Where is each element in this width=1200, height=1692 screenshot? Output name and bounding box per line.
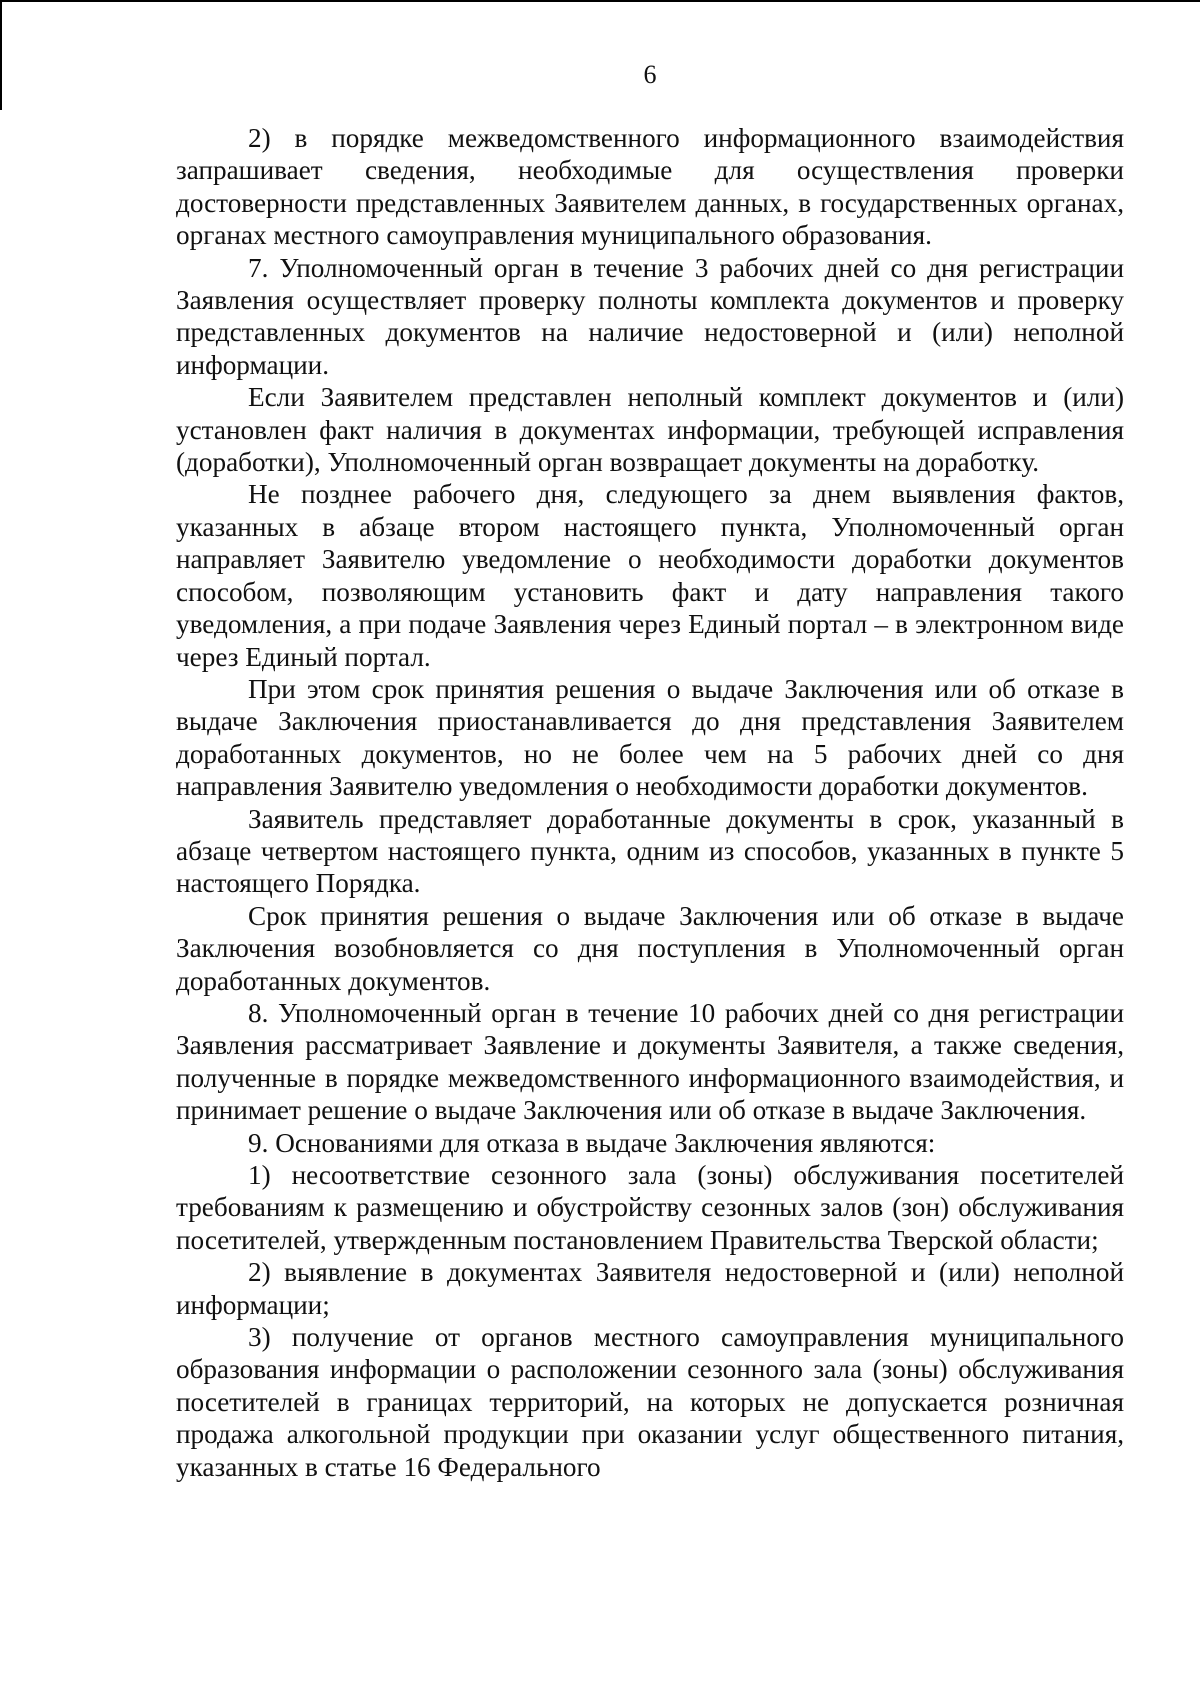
paragraph-1: 2) в порядке межведомственного информационного взаимодействия запрашивает сведения, необходимые для осуществления проверки достоверности представленных Заявителем данных, в государственных органах, органах местного самоуправления муниципального образования. xyxy=(176,123,1124,251)
paragraph-3: Если Заявителем представлен неполный комплект документов и (или) установлен факт наличия в документах информации, требующей исправления (доработки), Уполномоченный орган возвращает документы на доработку. xyxy=(176,382,1124,478)
paragraph-2: 7. Уполномоченный орган в течение 3 рабочих дней со дня регистрации Заявления осуществляет проверку полноты комплекта документов и проверку представленных документов на наличие недостоверной и (или) неполной информации. xyxy=(176,252,1124,380)
scan-edge-left xyxy=(0,0,2,110)
paragraph-5: При этом срок принятия решения о выдаче Заключения или об отказе в выдаче Заключения приостанавливается до дня представления Заявителем доработанных документов, но не более чем на 5 рабочих дней со дня направления Заявителю уведомления о необходимости доработки документов. xyxy=(176,673,1124,802)
paragraph-6: Заявитель представляет доработанные документы в срок, указанный в абзаце четвертом настоящего пункта, одним из способов, указанных в пункте 5 настоящего Порядка. xyxy=(176,803,1124,899)
paragraph-4: Не позднее рабочего дня, следующего за днем выявления фактов, указанных в абзаце втором настоящего пункта, Уполномоченный орган направляет Заявителю уведомление о необходимости доработки документов способом, позволяющим установить факт и дату направления такого уведомления, а при подаче Заявления через Единый портал – в электронном виде через Единый портал. xyxy=(176,479,1124,672)
page-number: 6 xyxy=(643,60,657,89)
document-body xyxy=(176,122,1124,1483)
paragraph-10: 1) несоответствие сезонного зала (зоны) обслуживания посетителей требованиям к размещению и обустройству сезонных залов (зон) обслуживания посетителей, утвержденным постановлением Правительства Тверской области; xyxy=(176,1160,1124,1255)
paragraph-7: Срок принятия решения о выдаче Заключения или об отказе в выдаче Заключения возобновляется со дня поступления в Уполномоченный орган доработанных документов. xyxy=(176,900,1124,996)
paragraph-8: 8. Уполномоченный орган в течение 10 рабочих дней со дня регистрации Заявления рассматривает Заявление и документы Заявителя, а также сведения, полученные в порядке межведомственного информационного взаимодействия, и принимает решение о выдаче Заключения или об отказе в выдаче Заключения. xyxy=(176,997,1124,1126)
paragraph-11: 2) выявление в документах Заявителя недостоверной и (или) неполной информации; xyxy=(176,1257,1124,1320)
paragraph-12: 3) получение от органов местного самоуправления муниципального образования информации о расположении сезонного зала (зоны) обслуживания посетителей в границах территорий, на которых не допускается розничная продажа алкогольной продукции при оказании услуг общественного питания, указанных в статье 16 Федерального xyxy=(176,1322,1124,1482)
paragraph-9: 9. Основаниями для отказа в выдаче Заключения являются: xyxy=(248,1127,936,1158)
scan-edge-top xyxy=(0,0,1200,2)
